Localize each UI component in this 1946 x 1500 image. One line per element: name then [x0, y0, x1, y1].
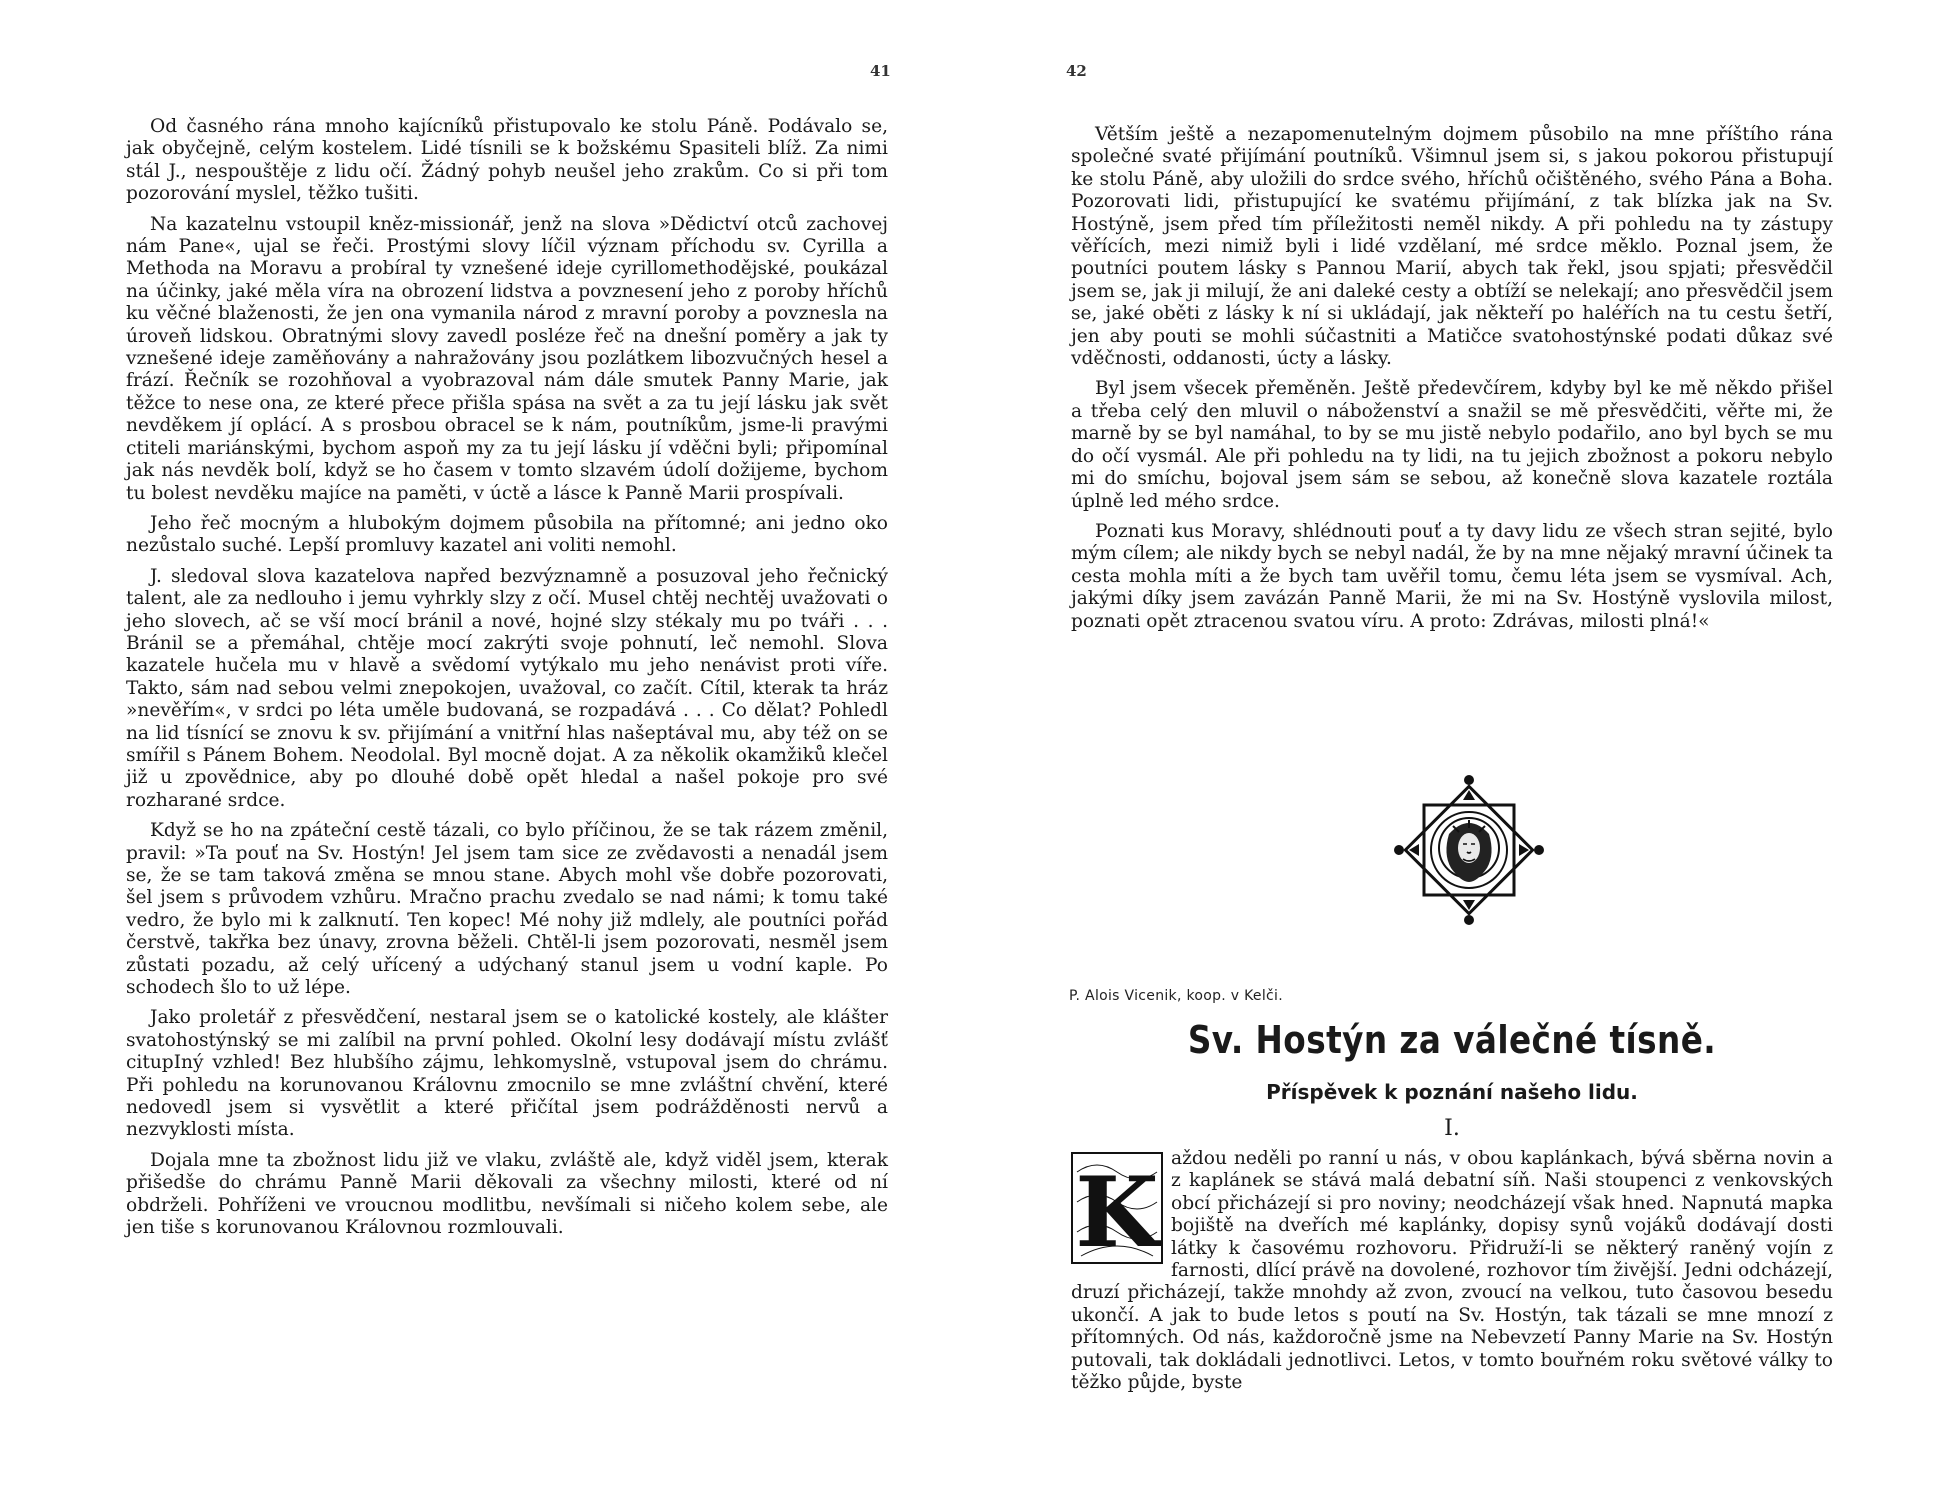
right-page [973, 0, 1946, 1500]
paragraph: aždou neděli po ranní u nás, v obou kaplánkach, bývá sběrna novin a z kaplánek se stává malá debatní síň. Naši stoupenci z venkovských obcí přicházejí si pro noviny; neodcházejí však hned. Napnutá mapka bojiště na dveřích mé kaplánky, dopisy synů vojáků dodávají dosti látky k časovému rozhovoru. Přidruží-li se některý raněný vojín z farnosti, dlící právě na dovolené, rozhovor tím živější. Jedni odcházejí, druzí přicházejí, takže mnohdy až zvon, zvoucí na velkou, tuto časovou besedu ukončí. A jak to bude letos s poutí na Sv. Hostýn, tak tázali se mne mnozí z přítomných. Od nás, každoročně jsme na Nebevzetí Panny Marie na Sv. Hostýn putovali, tak dokládali jednotlivci. Letos, v tomto bouřném roku světové války to těžko půjde, byste [1071, 1148, 1833, 1394]
dropcap-k-icon [1071, 1152, 1163, 1264]
christ-head-ornament-icon [1391, 772, 1547, 928]
paragraph: Jako proletář z přesvědčení, nestaral jsem se o katolické kostely, ale klášter svatohostýnský se mi zalíbil na první pohled. Okolní lesy dodávají místu zvlášť citupIný vzhled! Bez hlubšího zájmu, lehkomyslně, vstupoval jsem do chrámu. Při pohledu na korunovanou Královnu zmocnilo se mne zvláštní chvění, které nedovedl jsem si vysvětlit a které přičítal jsem podrážděnosti nervů a nezvyklosti místa. [126, 1007, 888, 1141]
paragraph: J. sledoval slova kazatelova napřed bezvýznamně a posuzoval jeho řečnický talent, ale za nedlouho i jemu vyhrkly slzy z očí. Musel chtěj nechtěj uvažovati o jeho slovech, ač se vší mocí bránil a nové, hojné slzy stékaly mu po tváři . . . Bránil se a přemáhal, chtěje mocí zakrýti svoje pohnutí, leč nemohl. Slova kazatele hučela mu v hlavě a svědomí vytýkalo mu jeho nenávist proti víře. Takto, sám nad sebou velmi znepokojen, uvažoval, co začít. Cítil, kterak ta hráz »nevěřím«, v srdci po léta uměle budovaná, se rozpadává . . . Co dělat? Pohledl na lid tísnící se znovu k sv. přijímání a vnitřní hlas našeptával mu, aby též on se smířil s Pánem Bohem. Neodolal. Byl mocně dojat. A za několik okamžiků klečel již u zpovědnice, aby po dlouhé době opět hledal a našel pokoje pro své rozharané srdce. [126, 565, 888, 811]
paragraph: Větším ještě a nezapomenutelným dojmem působilo na mne příštího rána společné svaté přijímání poutníků. Všimnul jsem si, s jakou pokorou přistupují ke stolu Páně, aby uložili do srdce svého, hříchů očištěného, svého Pána a Boha. Pozorovati lidi, přistupující ke svatému přijímání, z tak blízka jak na Sv. Hostýně, jsem před tím příležitosti neměl nikdy. A při pohledu na ty zástupy věřících, mezi nimiž byli i lidé vzdělaní, mé srdce měklo. Poznal jsem, že poutníci poutem lásky s Pannou Marií, abych tak řekl, jsou spjati; přesvědčil jsem se, jak ji milují, že ani daleké cesty a obtíží se nelekají; ano přesvědčil jsem se, jaké oběti z lásky k ní si ukládají, jak někteří po haléřích na tu cestu šetří, jen aby pouti se mohli súčastniti a Matičce svatohostýnské podati důkaz své vděčnosti, oddanosti, úcty a lásky. [1071, 124, 1833, 370]
article-body-text [1071, 1148, 1833, 1402]
section-number: I. [1444, 1116, 1460, 1141]
paragraph: Od časného rána mnoho kajícníků přistupovalo ke stolu Páně. Podávalo se, jak obyčejně, celým kostelem. Lidé tísnili se k božskému Spasiteli blíž. Za nimi stál J., nespouštěje z lidu očí. Žádný pohyb neušel jeho zrakům. Co si při tom pozorování myslel, těžko tušiti. [126, 116, 888, 205]
article-author: P. Alois Vicenik, koop. v Kelči. [1069, 988, 1283, 1004]
paragraph: Dojala mne ta zbožnost lidu již ve vlaku, zvláště ale, když viděl jsem, kterak přišedše do chrámu Panně Marii děkovali za všechny milosti, které od ní obdrželi. Pohříženi ve vroucnou modlitbu, nevšímali si ničeho kolem sebe, ale jen tiše s korunovanou Královnou rozmlouvali. [126, 1149, 888, 1239]
article-title: Sv. Hostýn za válečné tísně. [1187, 1018, 1717, 1062]
paragraph: Poznati kus Moravy, shlédnouti pouť a ty davy lidu ze všech stran sejité, bylo mým cílem; ale nikdy bych se nebyl nadál, že by na mne nějaký mravní účinek ta cesta mohla míti a že bych tam uvěřil tomu, čemu léta jsem se vysmíval. Ach, jakými díky jsem zavázán Panně Marii, že mi na Sv. Hostýně vyslovila milost, poznati opět ztracenou svatou víru. A proto: Zdrávas, milosti plná!« [1071, 520, 1833, 632]
paragraph: Když se ho na zpáteční cestě tázali, co bylo příčinou, že se tak rázem změnil, pravil: »Ta pouť na Sv. Hostýn! Jel jsem tam sice ze zvědavosti a nenadál jsem se, že se tam taková změna se mnou stane. Abych mohl vše dobře pozorovati, šel jsem s průvodem vzhůru. Mračno prachu zvedalo se nad námi; k tomu také vedro, že bylo mi k zalknutí. Ten kopec! Mé nohy již mdlely, ale poutníci pořád čerstvě, takřka bez únavy, zrovna běželi. Chtěl-li jsem pozorovati, nesměl jsem zůstati pozadu, až celý uřícený a udýchaný stanul jsem u vodní kaple. Po schodech šlo to už lépe. [126, 820, 888, 999]
left-body-text [126, 116, 888, 1248]
page-number: 41 [870, 62, 891, 80]
paragraph: Jeho řeč mocným a hlubokým dojmem působila na přítomné; ani jedno oko nezůstalo suché. Lepší promluvy kazatel ani voliti nemohl. [126, 512, 888, 557]
page-number: 42 [1066, 62, 1087, 80]
article-subtitle: Příspěvek k poznání našeho lidu. [1266, 1080, 1638, 1104]
paragraph: Na kazatelnu vstoupil kněz-missionář, jenž na slova »Dědictví otců zachovej nám Pane«, ujal se řeči. Prostými slovy líčil význam příchodu sv. Cyrilla a Methoda na Moravu a probíral ty vznešené ideje cyrillomethodějské, poukázal na účinky, jaké měla víra na obrození lidstva a povznesení jeho z poroby hříchů ku věčné blaženosti, že jen ona vymanila národ z mravní poroby a povznesla na úroveň lidskou. Obratnými slovy zavedl posléze řeč na dnešní poměry a jak ty vznešené ideje zaměňovány a nahražovány jsou pozlátkem libozvučných hesel a frází. Řečník se rozohňoval a vyobrazoval nám dále smutek Panny Marie, jak těžce to nese ona, ze které přece přišla spása na svět a za tu její lásku jak svět nevděkem jí oplácí. A s prosbou obracel se k nám, poutníkům, jsme-li pravými ctiteli mariánskými, bychom aspoň my za tu její lásku jí vděčni byli; připomínal jak nás nevděk bolí, když se ho časem v tomto slzavém údolí dožijeme, bychom tu bolest nevděku majíce na paměti, v úctě a lásce k Panně Marii prospívali. [126, 213, 888, 504]
paragraph: Byl jsem všecek přeměněn. Ještě předevčírem, kdyby byl ke mě někdo přišel a třeba celý den mluvil o náboženství a snažil se mě přesvědčiti, věřte mi, že marně by se byl namáhal, to by se mu jistě nebylo podařilo, ano byl bych se mu do očí vysmál. Ale při pohledu na ty lidi, na tu jejich zbožnost a pokoru nebylo mi do smíchu, bojoval jsem sám se sebou, až konečně slova kazatele roztála úplně led mého srdce. [1071, 378, 1833, 512]
right-body-text [1071, 124, 1833, 641]
dropcap-letter: K [1075, 1156, 1159, 1264]
